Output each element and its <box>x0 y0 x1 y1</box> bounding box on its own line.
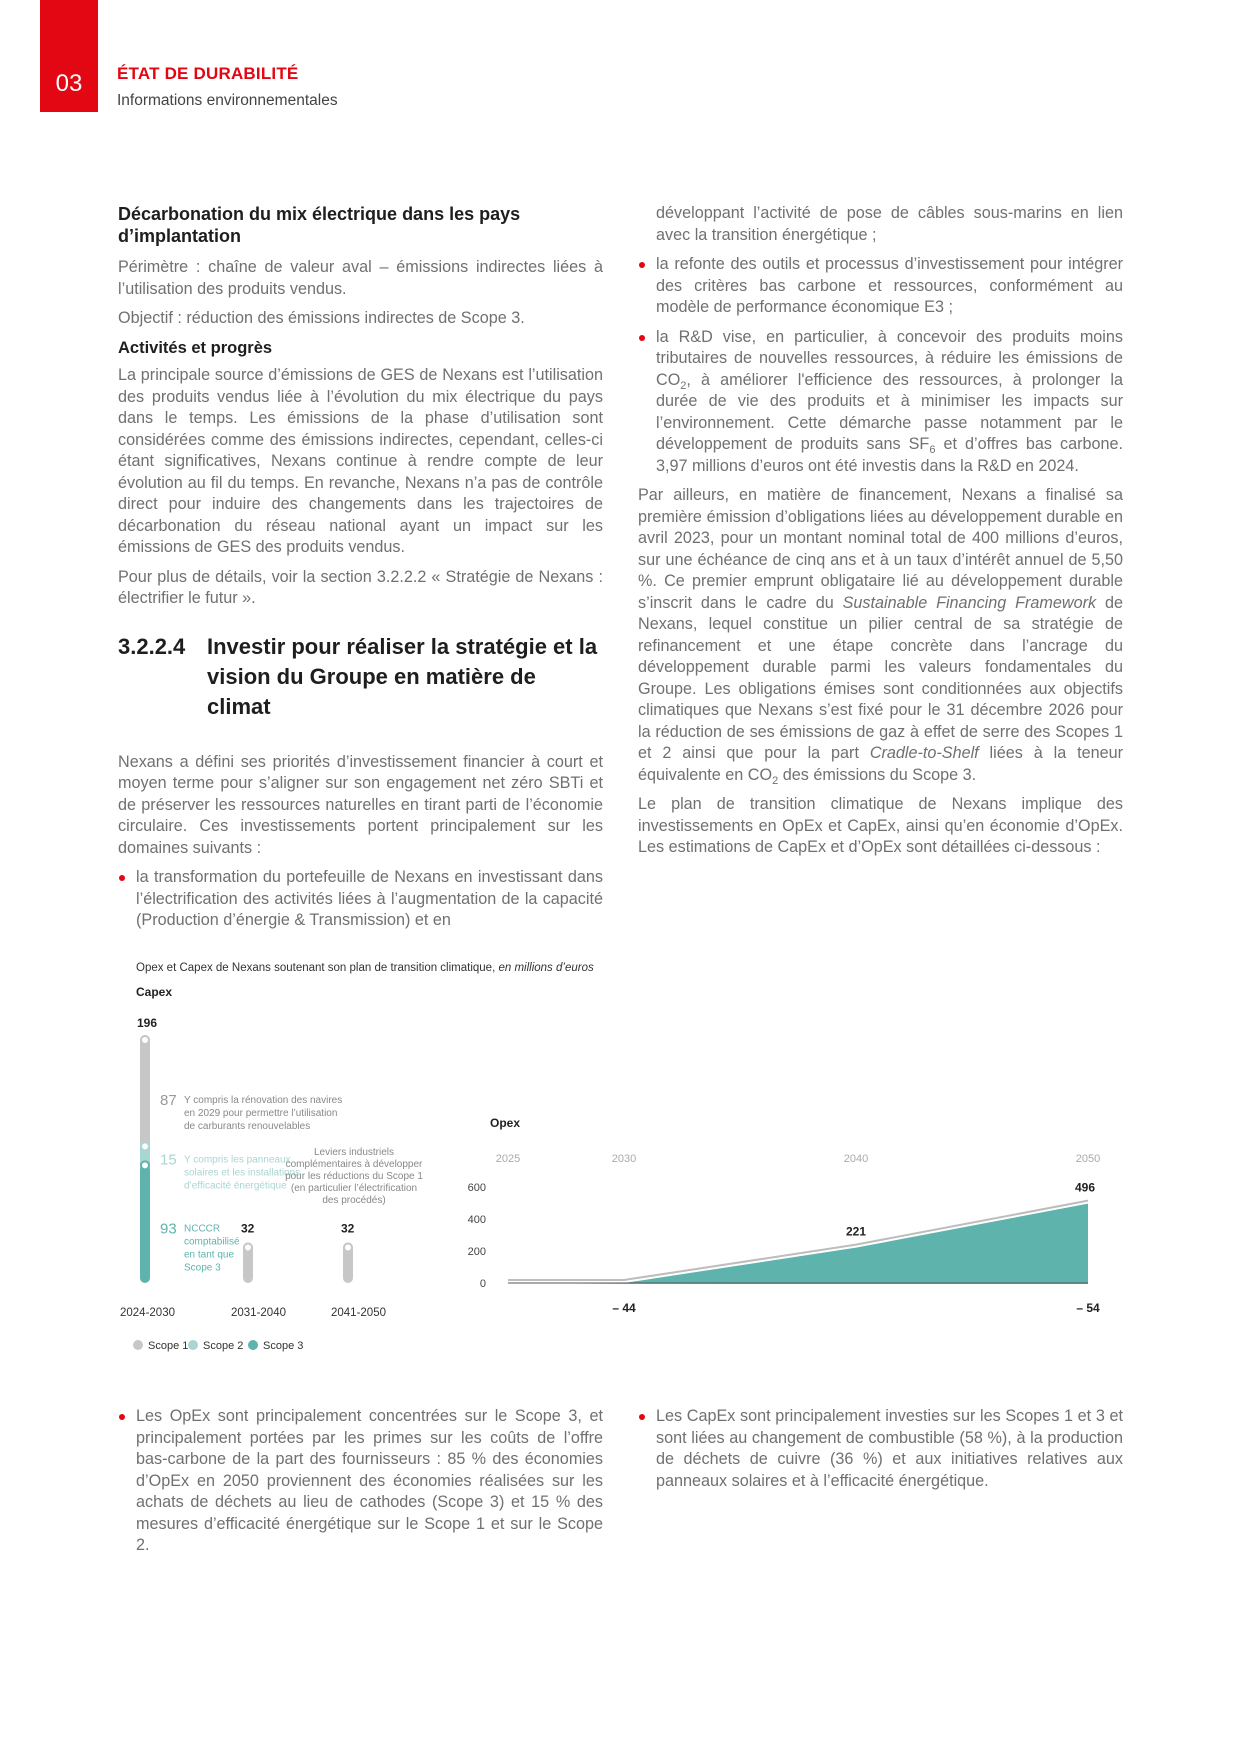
legend-label: Scope 3 <box>263 1340 304 1352</box>
capex-segment-note: en 2029 pour permettre l’utilisation <box>184 1108 338 1119</box>
plan-paragraph: Le plan de transition climatique de Nexans implique des investissements en OpEx et CapEx, ainsi qu’en économie d’OpEx. Les estimations de CapEx et d’OpEx sont détaillées ci-dessous : <box>638 795 1123 856</box>
list-item: développant l’activité de pose de câbles sous-marins en lien avec la transition énergétique ; <box>656 204 1123 244</box>
header-subtitle: Informations environnementales <box>117 92 338 109</box>
capex-segment-note: comptabilisé <box>184 1236 240 1248</box>
list-item: la transformation du portefeuille de Nexans en investissant dans l’électrification des activités liées à l’augmentation de la capacité (Production d’énergie & Transmission) et en <box>118 867 603 932</box>
legend-label: Scope 2 <box>203 1340 244 1352</box>
capex-total-label: 32 <box>341 1221 355 1236</box>
capex-annotation: des procédés) <box>322 1195 386 1206</box>
legend-marker <box>248 1340 258 1350</box>
opex-y-tick: 600 <box>467 1182 486 1194</box>
capex-annotation: (en particulier l’électrification <box>290 1183 418 1194</box>
capex-segment-value: 87 <box>160 1092 177 1109</box>
heading-decarbonation: Décarbonation du mix électrique dans les pays d’implantation <box>118 204 521 246</box>
capex-annotation: Leviers industriels <box>313 1147 395 1158</box>
capex-segment-note: d’efficacité énergétique <box>184 1180 287 1192</box>
opex-cost-label: – 44 <box>612 1301 636 1315</box>
investment-list-continued <box>638 203 1123 477</box>
capex-bar-cap <box>141 1036 149 1044</box>
list-item: la refonte des outils et processus d’investissement pour intégrer des critères bas carbone et ressources, conformément au modèle de performance économique E3 ; <box>638 254 1123 319</box>
financement-paragraph: Par ailleurs, en matière de financement, Nexans a finalisé sa première émission d’obligations liées au développement durable en avril 2023, pour un montant nominal total de 400 millions d’euros, sur une échéance de cinq ans et à un taux d’intérêt annuel de 5,50 %. Ce premier emprunt obligataire lié au développement durable s’inscrit dans le cadre du Sustainable Financing Framework de Nexans, lequel constitue un pilier central de sa stratégie de refinancement et une étape concrète dans l’ancrage du développement durable parmi les valeurs fondamentales du Groupe. Les obligations émises sont conditionnées aux objectifs climatiques que Nexans s’est fixé pour le 31 décembre 2026 pour la réduction de ses émissions de gaz à effet de serre des Scopes 1 et 2 ainsi que pour la part Cradle-to-Shelf liées à la teneur équivalente en $CO_2$ des émissions du Scope 3. <box>638 486 1123 787</box>
legend-marker <box>133 1340 143 1350</box>
legend-marker <box>188 1340 198 1350</box>
opex-cost-label: – 54 <box>1076 1301 1100 1315</box>
capex-category-label: 2041-2050 <box>331 1307 386 1319</box>
section-heading <box>118 632 603 722</box>
details-paragraph: Pour plus de détails, voir la section 3.2.2.2 « Stratégie de Nexans : électrifier le futur ». <box>118 567 603 607</box>
capex-label: Capex <box>136 985 173 999</box>
chapter-number: 03 <box>55 70 83 97</box>
opex-x-label: 2030 <box>611 1153 637 1165</box>
capex-annotation: complémentaires à développer <box>285 1159 423 1170</box>
list-item: la R&D vise, en particulier, à concevoir des produits moins tributaires de nouvelles ressources, à réduire les émissions de $CO_2$, à améliorer l'efficience des ressources, à prolonger la durée de vie des produits et à minimiser les impacts sur l’environnement. Cette démarche passe notamment par le développement de produits sans $SF_6$ et d’offres bas carbone. 3,97 millions d’euros ont été investis dans la R&D en 2024. <box>638 327 1123 478</box>
chapter-tab <box>40 0 98 112</box>
heading-activites: Activités et progrès <box>118 338 273 357</box>
chart-title: Opex et Capex de Nexans soutenant son plan de transition climatique, en millions d’euros <box>136 962 594 974</box>
header-title: ÉTAT DE DURABILITÉ <box>117 64 299 83</box>
opex-notes-list <box>118 1406 603 1557</box>
capex-bar-scope1 <box>140 1035 150 1150</box>
capex-segment-note: Y compris la rénovation des navires <box>184 1095 343 1106</box>
capex-notes-list <box>638 1406 1123 1492</box>
capex-bar-cap <box>344 1244 352 1252</box>
capex-segment-value: 93 <box>160 1220 177 1238</box>
legend-label: Scope 1 <box>148 1340 189 1352</box>
capex-category-label: 2031-2040 <box>231 1307 286 1319</box>
source-paragraph: La principale source d’émissions de GES de Nexans est l’utilisation des produits vendus liée à l’évolution du mix électrique du pays dans le temps. Les émissions de la phase d’utilisation sont considérées comme des émissions indirectes, cependant, celles-ci étant significatives, Nexans continue à rendre compte de leur évolution au fil du temps. En revanche, Nexans n’a pas de contrôle direct pour induire des changements dans les trajectoires de décarbonation du réseau national ayant un impact sur les émissions de GES des produits vendus. <box>118 366 603 556</box>
capex-segment-value: 15 <box>160 1151 177 1169</box>
left-column <box>118 203 603 940</box>
priorites-paragraph: Nexans a défini ses priorités d’investissement financier à court et moyen terme pour s’aligner sur son engagement net zéro SBTi et de préserver les ressources naturelles en tirant parti de l’économie circulaire. Ces investissements portent principalement sur les domaines suivants : <box>118 752 603 857</box>
perimetre-text: Périmètre : chaîne de valeur aval – émissions indirectes liées à l’utilisation des produits vendus. <box>118 258 603 298</box>
capex-segment-note: Y compris les panneaux <box>184 1154 291 1166</box>
capex-bar-scope3 <box>140 1165 150 1283</box>
opex-savings-label: 221 <box>845 1224 867 1239</box>
capex-total-label: 196 <box>137 1016 158 1030</box>
opex-savings-label: 496 <box>1074 1180 1096 1195</box>
opex-savings-area <box>508 1204 1088 1283</box>
opex-y-tick: 0 <box>479 1278 486 1290</box>
objectif-text: Objectif : réduction des émissions indirectes de Scope 3. <box>118 309 525 327</box>
opex-label: Opex <box>490 1116 521 1130</box>
opex-notes <box>118 1406 603 1565</box>
capex-total-label: 32 <box>241 1221 255 1236</box>
capex-segment-note: Scope 3 <box>184 1262 221 1274</box>
capex-notes <box>638 1406 1123 1500</box>
section-title: Investir pour réaliser la stratégie et la vision du Groupe en matière de climat <box>207 633 598 719</box>
opex-y-tick: 400 <box>467 1214 486 1226</box>
capex-segment-note: solaires et les installations <box>184 1167 301 1179</box>
opex-capex-chart <box>118 955 1118 1365</box>
list-item: Les CapEx sont principalement investies sur les Scopes 1 et 3 et sont liées au changement de combustible (58 %), à la production de déchets de cuivre (36 %) et aux initiatives relatives aux panneaux solaires et à l’efficacité énergétique. <box>638 1406 1123 1492</box>
capex-annotation: pour les réductions du Scope 1 <box>285 1171 423 1182</box>
capex-segment-note: NCCCR <box>184 1223 221 1235</box>
investment-list <box>118 867 603 932</box>
capex-segment-note: de carburants renouvelables <box>184 1121 311 1132</box>
opex-y-tick: 200 <box>467 1246 486 1258</box>
opex-x-label: 2050 <box>1075 1153 1101 1165</box>
capex-segment-note: en tant que <box>184 1249 235 1261</box>
capex-bar-cap <box>244 1244 252 1252</box>
capex-bar-divider <box>141 1142 149 1150</box>
opex-x-label: 2040 <box>843 1153 869 1165</box>
list-item: Les OpEx sont principalement concentrées sur le Scope 3, et principalement portées par les primes sur les coûts de l’offre bas-carbone de la part des fournisseurs : 85 % des économies d’OpEx en 2050 proviennent des économies réalisées sur les achats de déchets au lieu de cathodes (Scope 3) et 15 % des mesures d’efficacité énergétique sur le Scope 1 et sur le Scope 2. <box>118 1406 603 1557</box>
capex-category-label: 2024-2030 <box>120 1307 175 1319</box>
section-number: 3.2.2.4 <box>118 633 186 659</box>
right-column <box>638 203 1123 867</box>
opex-x-label: 2025 <box>495 1153 521 1165</box>
capex-bar-divider <box>141 1161 149 1169</box>
